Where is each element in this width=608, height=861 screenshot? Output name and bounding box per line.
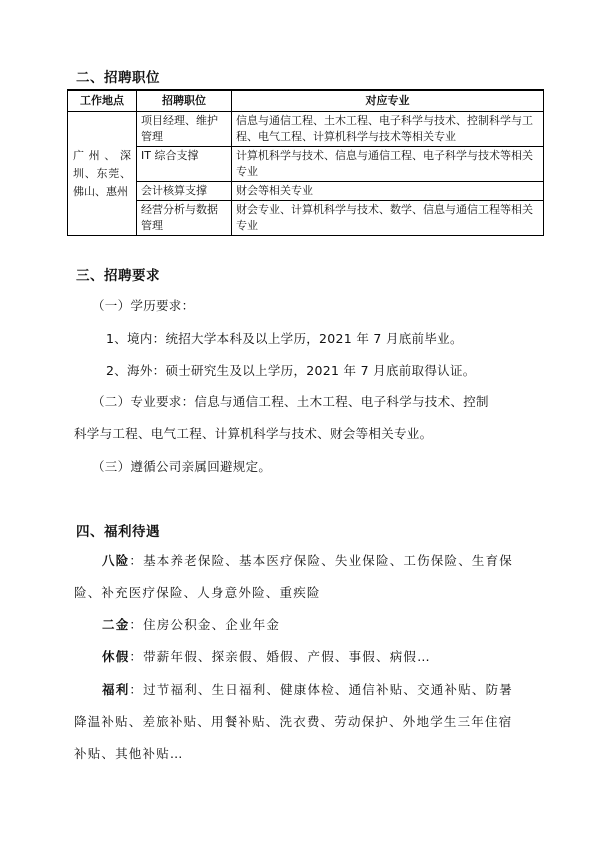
section-3-title: 三、招聘要求 [76, 268, 160, 284]
education-domestic: 1、境内：统招大学本科及以上学历，2021 年 7 月底前毕业。 [106, 331, 463, 346]
major-requirement-line-2: 科学与工程、电气工程、计算机科学与技术、财会等相关专业。 [74, 426, 433, 441]
section-4-title: 四、福利待遇 [76, 524, 160, 540]
welfare-line-1 [102, 680, 513, 698]
table-row [68, 147, 544, 182]
welfare-line-2: 降温补贴、差旅补贴、用餐补贴、洗衣费、劳动保护、外地学生三年住宿 [74, 714, 513, 729]
position-cell: 经营分析与数据管理 [137, 201, 232, 236]
fund-line [102, 615, 280, 633]
insurance-text: ：基本养老保险、基本医疗保险、失业保险、工伤保险、生育保 [129, 553, 514, 568]
leave-label: 休假 [102, 649, 130, 664]
fund-label: 二金 [102, 617, 130, 632]
header-location: 工作地点 [68, 90, 137, 112]
welfare-text: ：过节福利、生日福利、健康体检、通信补贴、交通补贴、防暑 [129, 682, 514, 697]
section-2-title: 二、招聘职位 [76, 70, 160, 86]
education-overseas: 2、海外：硕士研究生及以上学历，2021 年 7 月底前取得认证。 [106, 363, 476, 378]
major-requirement-line-1: （二）专业要求：信息与通信工程、土木工程、电子科学与技术、控制 [92, 394, 489, 409]
positions-table [67, 89, 544, 236]
position-cell: 项目经理、维护管理 [137, 112, 232, 147]
insurance-line-2: 险、补充医疗保险、人身意外险、重疾险 [74, 585, 321, 600]
header-majors: 对应专业 [232, 90, 544, 112]
position-cell: IT 综合支撑 [137, 147, 232, 182]
leave-text: ：带薪年假、探亲假、婚假、产假、事假、病假… [129, 649, 431, 664]
position-cell: 会计核算支撑 [137, 182, 232, 201]
relative-avoidance-rule: （三）遵循公司亲属回避规定。 [92, 459, 272, 474]
table-row [68, 182, 544, 201]
table-row [68, 112, 544, 147]
insurance-label: 八险 [102, 553, 130, 568]
table-row [68, 201, 544, 236]
fund-text: ：住房公积金、企业年金 [129, 617, 281, 632]
welfare-line-3: 补贴、其他补贴… [74, 746, 184, 761]
education-requirement-title: （一）学历要求： [92, 298, 195, 313]
header-position: 招聘职位 [137, 90, 232, 112]
majors-cell: 财会专业、计算机科学与技术、数学、信息与通信工程等相关专业 [232, 201, 544, 236]
location-cell: 广州、深圳、东莞、佛山、惠州 [68, 112, 137, 236]
majors-cell: 计算机科学与技术、信息与通信工程、电子科学与技术等相关专业 [232, 147, 544, 182]
leave-line [102, 647, 431, 665]
insurance-line-1 [102, 551, 513, 569]
majors-cell: 财会等相关专业 [232, 182, 544, 201]
majors-cell: 信息与通信工程、土木工程、电子科学与技术、控制科学与工程、电气工程、计算机科学与技术等相关专业 [232, 112, 544, 147]
table-header-row [68, 90, 544, 112]
welfare-label: 福利 [102, 682, 130, 697]
